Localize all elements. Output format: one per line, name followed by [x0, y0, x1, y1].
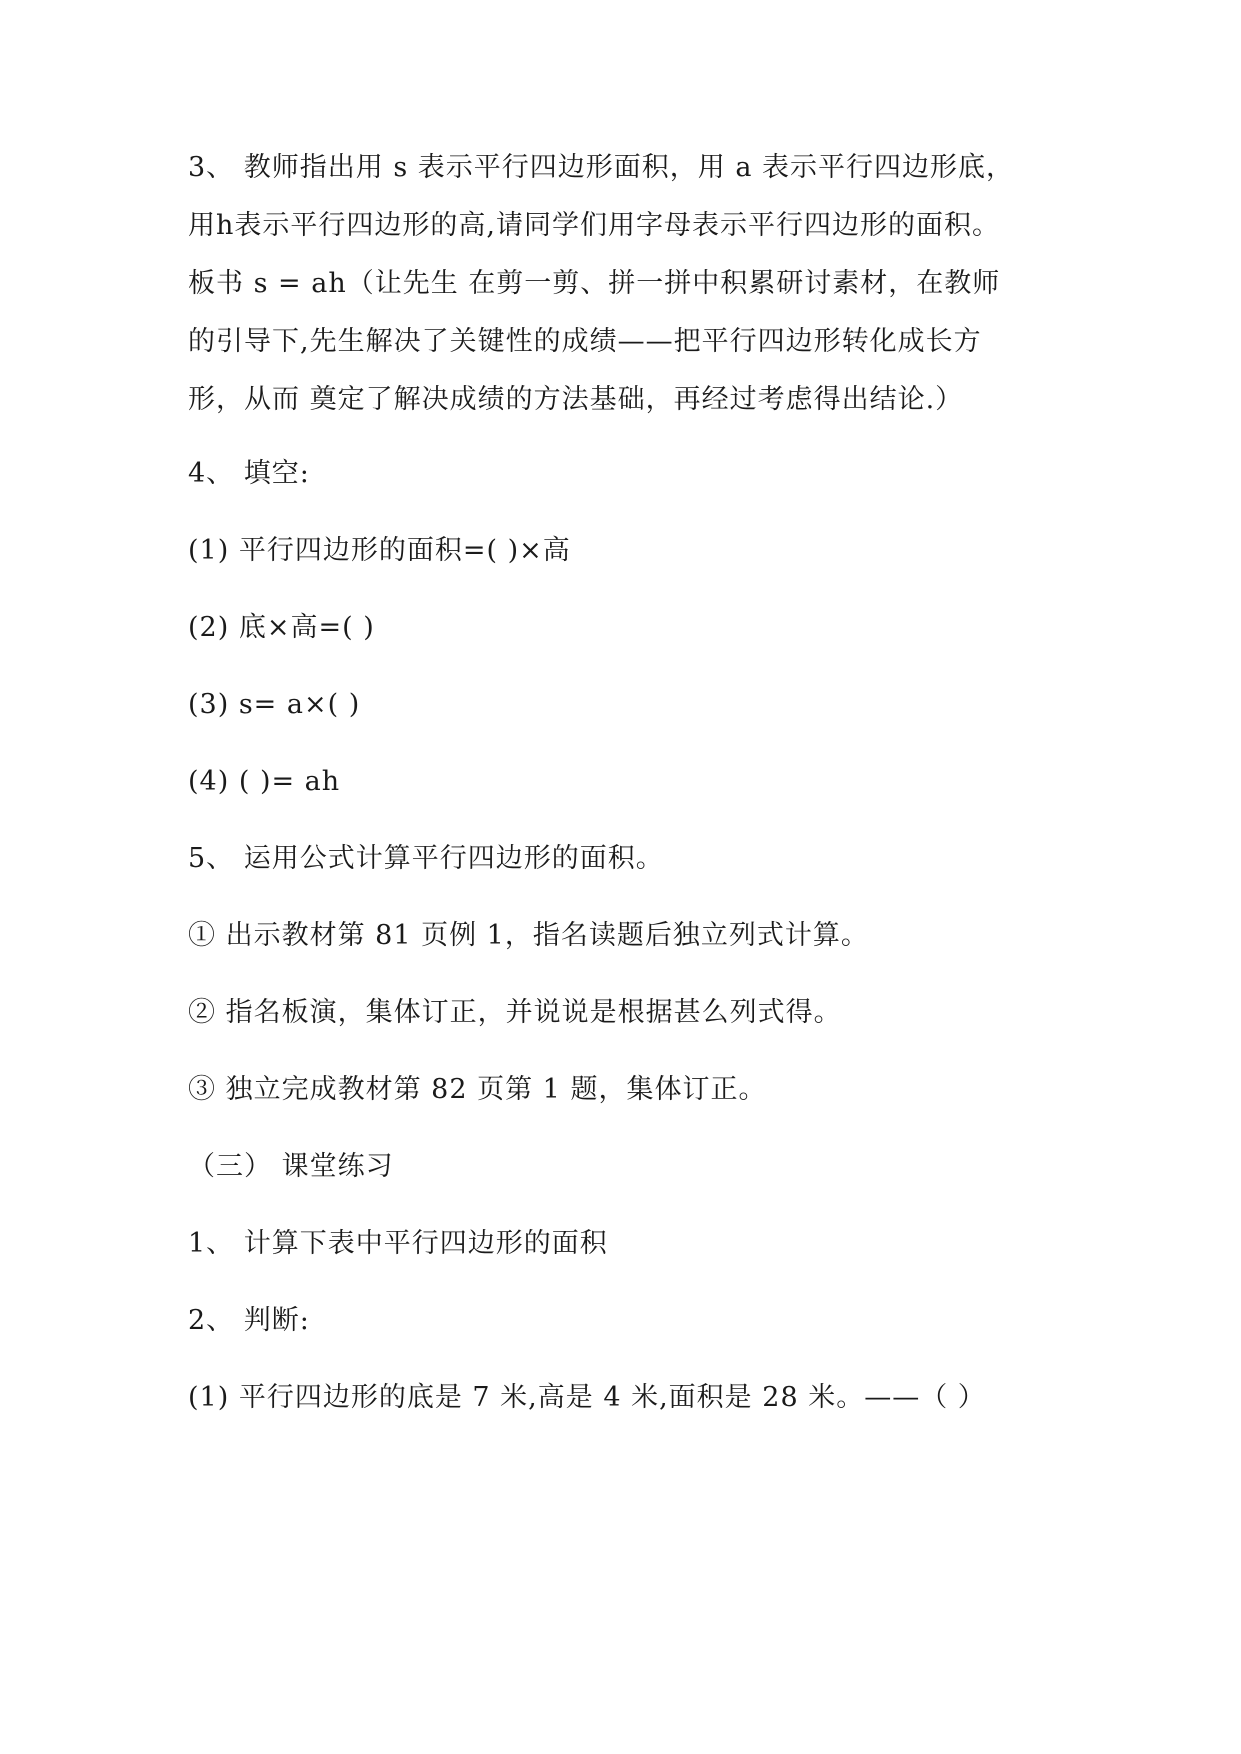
- formula-step-2: ② 指名板演，集体订正，并说说是根据甚么列式得。: [188, 997, 842, 1028]
- practice-item-1: 1、 计算下表中平行四边形的面积: [188, 1228, 608, 1259]
- paragraph-step3-line3: 板书 s = ah（让先生 在剪一剪、拼一拼中积累研讨素材，在教师: [188, 268, 1001, 299]
- practice-item-2: 2、 判断:: [188, 1305, 310, 1336]
- formula-step-3: ③ 独立完成教材第 82 页第 1 题，集体订正。: [188, 1074, 767, 1105]
- judgement-item-1: (1) 平行四边形的底是 7 米,高是 4 米,面积是 28 米。——（ ）: [188, 1382, 986, 1413]
- heading-fill-in-blank: 4、 填空:: [188, 458, 310, 489]
- blank-item-2: (2) 底×高=( ): [188, 612, 375, 643]
- paragraph-step3-line1: 3、 教师指出用 s 表示平行四边形面积，用 a 表示平行四边形底，: [188, 152, 1015, 183]
- paragraph-step3-line2: 用h表示平行四边形的高,请同学们用字母表示平行四边形的面积。: [188, 210, 1000, 241]
- blank-item-4: (4) ( )= ah: [188, 766, 341, 797]
- paragraph-step3-line4: 的引导下,先生解决了关键性的成绩——把平行四边形转化成长方: [188, 326, 982, 357]
- blank-item-3: (3) s= a×( ): [188, 689, 361, 720]
- section-heading-practice: （三） 课堂练习: [188, 1151, 394, 1182]
- paragraph-step3-line5: 形，从而 奠定了解决成绩的方法基础，再经过考虑得出结论.）: [188, 384, 964, 415]
- formula-step-1: ① 出示教材第 81 页例 1，指名读题后独立列式计算。: [188, 920, 869, 951]
- blank-item-1: (1) 平行四边形的面积=( )×高: [188, 535, 571, 566]
- heading-apply-formula: 5、 运用公式计算平行四边形的面积。: [188, 843, 664, 874]
